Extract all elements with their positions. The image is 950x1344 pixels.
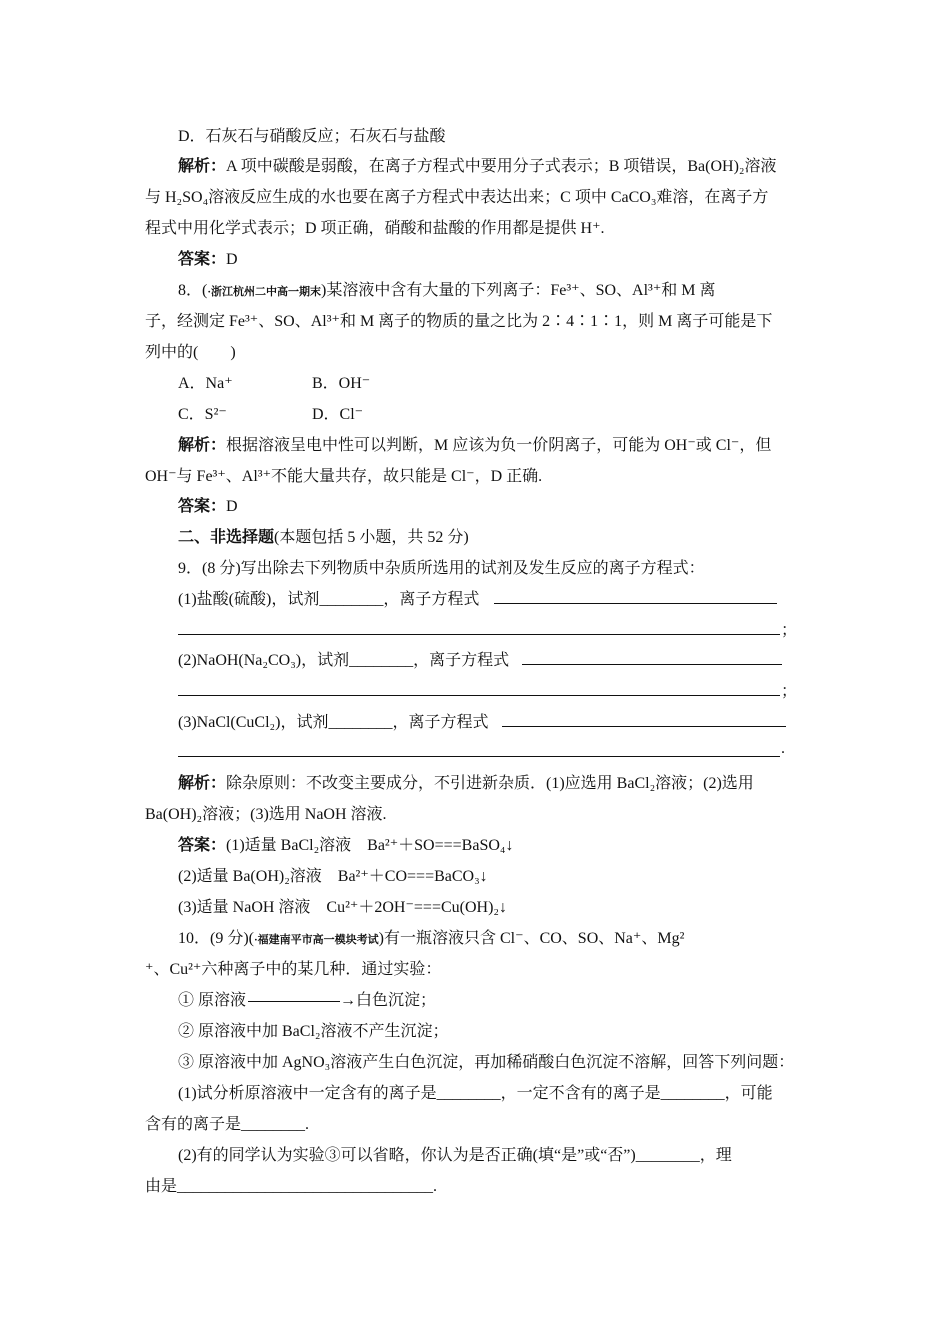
analysis-label: 解析：: [178, 437, 227, 454]
question-10-line: ⁺、Cu²⁺六种离子中的某几种．通过实验：: [145, 961, 442, 978]
question-10-part-2: 由是________________________________.: [145, 1178, 438, 1195]
experiment-2: ② 原溶液中加 BaCl₂溶液不产生沉淀；: [178, 1023, 449, 1040]
section-note: (本题包括 5 小题，共 52 分): [274, 529, 469, 546]
question-9-stem: 9．(8 分)写出除去下列物质中杂质所选用的试剂及发生反应的离子方程式：: [178, 560, 705, 577]
question-text: )有一瓶溶液只含 Cl⁻、CO、SO、Na⁺、Mg²: [378, 930, 685, 947]
question-number: 10．(9 分)(: [178, 930, 254, 947]
experiment-1: [178, 987, 436, 1010]
answer-blank[interactable]: [522, 664, 782, 665]
answer-label: 答案：: [178, 251, 227, 268]
analysis-text: A 项中碳酸是弱酸，在离子方程式中要用分子式表示；B 项错误，Ba(OH)₂溶液: [226, 158, 777, 175]
question-9-part-2: (2)NaOH(Na₂CO₃)，试剂________，离子方程式: [178, 652, 510, 669]
analysis-line: OH⁻与 Fe³⁺、Al³⁺不能大量共存，故只能是 Cl⁻，D 正确.: [145, 468, 543, 485]
answer-line: [178, 493, 238, 516]
analysis-line: [178, 153, 776, 176]
option-d: D．Cl⁻: [312, 406, 364, 423]
answer-label: 答案：: [178, 837, 227, 854]
experiment-3: ③ 原溶液中加 AgNO₃溶液产生白色沉淀，再加稀硝酸白色沉淀不溶解，回答下列问题：: [178, 1054, 795, 1071]
answer-label: 答案：: [178, 498, 227, 515]
answer-blank[interactable]: [502, 726, 786, 727]
analysis-text: 根据溶液呈电中性可以判断，M 应该为负一价阴离子，可能为 OH⁻或 Cl⁻，但: [226, 437, 772, 454]
question-9-part-3: (3)NaCl(CuCl₂)，试剂________，离子方程式: [178, 714, 489, 731]
question-10-line: [178, 925, 684, 948]
line-end-mark: ；: [781, 683, 798, 700]
experiment-text: ① 原溶液: [178, 992, 247, 1009]
answer-line: (3)适量 NaOH 溶液 Cu²⁺＋2OH⁻===Cu(OH)₂↓: [178, 899, 507, 916]
analysis-line: 程式中用化学式表示；D 项正确，硝酸和盐酸的作用都是提供 H⁺.: [145, 220, 605, 237]
option-c: C．S²⁻: [178, 406, 227, 423]
question-number: 8．(: [178, 282, 208, 299]
line-end-mark: ；: [781, 622, 798, 639]
answer-line: [178, 246, 238, 269]
question-9-part-1: (1)盐酸(硫酸)，试剂________，离子方程式: [178, 591, 480, 608]
analysis-line: Ba(OH)₂溶液；(3)选用 NaOH 溶液.: [145, 806, 387, 823]
answer-blank[interactable]: [494, 603, 777, 604]
question-10-part-1: (1)试分析原溶液中一定含有的离子是________，一定不含有的离子是________，可能: [178, 1085, 773, 1102]
question-source: ·浙江杭州二中高一期末: [207, 286, 322, 298]
answer-blank[interactable]: [178, 756, 780, 757]
question-8-line: [178, 277, 716, 300]
question-source: ·福建南平市高一模块考试: [254, 934, 379, 946]
analysis-label: 解析：: [178, 158, 227, 175]
option-b: B．OH⁻: [312, 375, 371, 392]
analysis-text: 除杂原则：不改变主要成分，不引进新杂质．(1)应选用 BaCl₂溶液；(2)选用: [226, 775, 754, 792]
reaction-arrow-line: [248, 1001, 340, 1002]
experiment-result: 白色沉淀；: [356, 992, 437, 1009]
option-d-line: D．石灰石与硝酸反应；石灰石与盐酸: [178, 128, 446, 145]
question-8-line: 子，经测定 Fe³⁺、SO、Al³⁺和 M 离子的物质的量之比为 2∶4∶1∶1，则 M 离子可能是下: [145, 313, 773, 330]
analysis-line: 与 H₂SO₄溶液反应生成的水也要在离子方程式中表达出来；C 项中 CaCO₃难溶，在离子方: [145, 189, 769, 206]
answer-line: (2)适量 Ba(OH)₂溶液 Ba²⁺＋CO===BaCO₃↓: [178, 868, 488, 885]
question-10-part-1: 含有的离子是________.: [145, 1116, 310, 1133]
analysis-label: 解析：: [178, 775, 227, 792]
line-end-mark: .: [781, 740, 785, 757]
question-10-part-2: (2)有的同学认为实验③可以省略，你认为是否正确(填“是”或“否”)________，理: [178, 1147, 732, 1164]
section-title: 二、非选择题: [178, 529, 275, 546]
analysis-line: [178, 770, 754, 793]
arrow-head-icon: →: [340, 992, 357, 1009]
answer-value: D: [226, 251, 238, 268]
option-a: A．Na⁺: [178, 375, 233, 392]
answer-line: [178, 832, 514, 855]
answer-blank[interactable]: [178, 634, 780, 635]
answer-value: (1)适量 BaCl₂溶液 Ba²⁺＋SO===BaSO₄↓: [226, 837, 514, 854]
analysis-line: [178, 432, 771, 455]
section-heading: [178, 524, 469, 547]
answer-value: D: [226, 498, 238, 515]
question-text: )某溶液中含有大量的下列离子：Fe³⁺、SO、Al³⁺和 M 离: [321, 282, 716, 299]
answer-blank[interactable]: [178, 695, 780, 696]
question-8-line: 列中的( ): [145, 344, 236, 361]
